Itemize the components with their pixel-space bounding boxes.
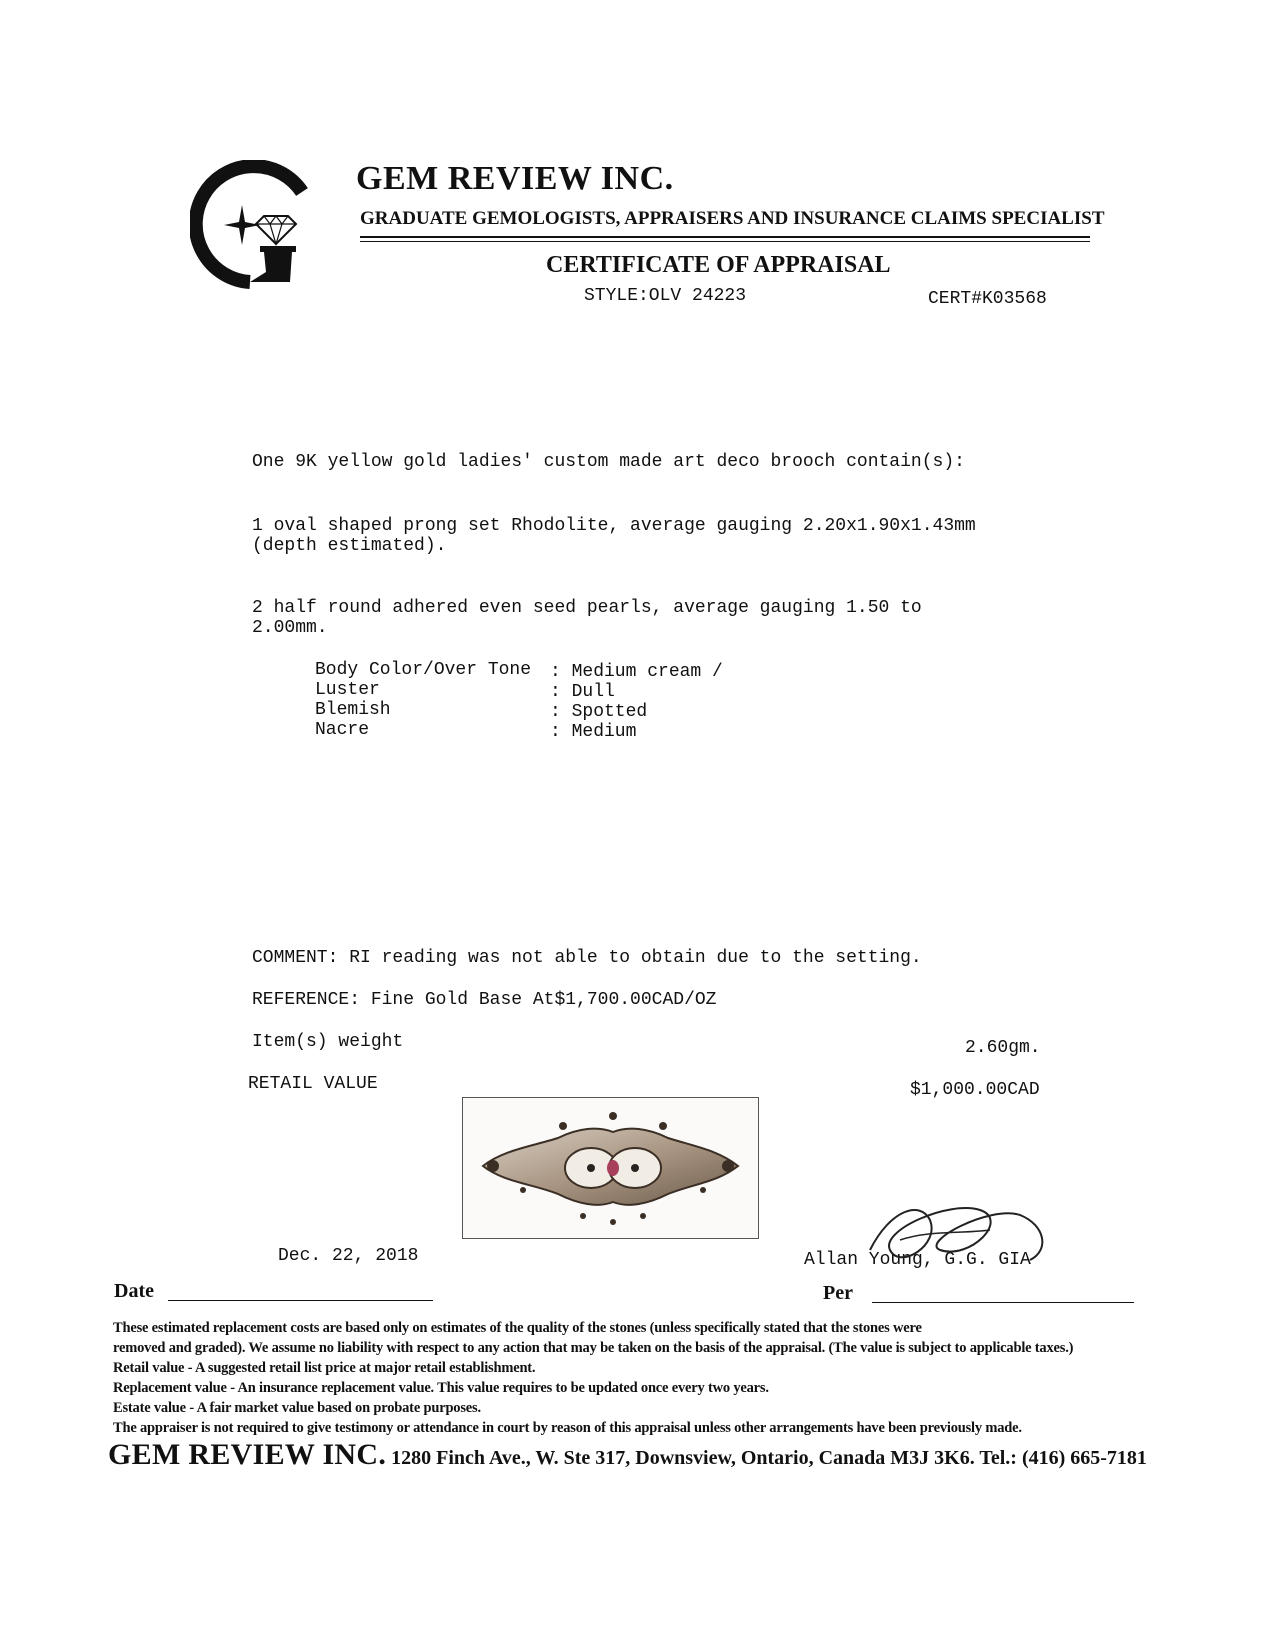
pearl-property-key: Body Color/Over Tone <box>315 660 532 680</box>
comment: COMMENT: RI reading was not able to obtain due to the setting. <box>252 948 922 968</box>
certificate-number: CERT#K03568 <box>928 289 1047 309</box>
pearl-property-value: : Medium cream / <box>550 662 723 682</box>
per-label: Per <box>823 1282 853 1304</box>
stone-description: 1 oval shaped prong set Rhodolite, average gauging 2.20x1.90x1.43mm <box>252 516 976 536</box>
retail-value-label: RETAIL VALUE <box>248 1074 378 1094</box>
item-description: One 9K yellow gold ladies' custom made art deco brooch contain(s): <box>252 452 965 472</box>
reference: REFERENCE: Fine Gold Base At$1,700.00CAD/OZ <box>252 990 717 1010</box>
weight-value: 2.60gm. <box>965 1038 1041 1058</box>
footer <box>108 1438 1147 1472</box>
pearl-property-value: : Spotted <box>550 702 648 722</box>
pearl-property-value: : Medium <box>550 722 637 742</box>
footer-company-name: GEM REVIEW INC. <box>108 1438 387 1471</box>
header-rule <box>360 241 1090 242</box>
date-label: Date <box>114 1280 154 1302</box>
pearl-description: 2 half round adhered even seed pearls, average gauging 1.50 to <box>252 598 922 618</box>
disclaimer-line: Retail value - A suggested retail list price at major retail establishment. <box>113 1360 536 1376</box>
per-signature-line <box>872 1302 1134 1303</box>
brooch-photo <box>462 1097 759 1239</box>
company-name: GEM REVIEW INC. <box>356 160 674 197</box>
disclaimer-line: These estimated replacement costs are based only on estimates of the quality of the stones (unless specifically stated that the stones were <box>113 1320 922 1336</box>
pearl-description: 2.00mm. <box>252 618 328 638</box>
pearl-property-value: : Dull <box>550 682 615 702</box>
disclaimer-line: removed and graded). We assume no liability with respect to any action that may be taken on the basis of the appraisal. (The value is subject to applicable taxes.) <box>113 1340 1074 1356</box>
disclaimer-line: Replacement value - An insurance replacement value. This value requires to be updated once every two years. <box>113 1380 769 1396</box>
appraiser-name: Allan Young, G.G. GIA <box>804 1250 1031 1270</box>
footer-address: 1280 Finch Ave., W. Ste 317, Downsview, Ontario, Canada M3J 3K6. Tel.: (416) 665-7181 <box>386 1447 1147 1469</box>
certificate-title: CERTIFICATE OF APPRAISAL <box>546 252 891 278</box>
pearl-property-key: Luster <box>315 680 380 700</box>
weight-label: Item(s) weight <box>252 1032 404 1052</box>
stone-description: (depth estimated). <box>252 536 447 556</box>
appraisal-date: Dec. 22, 2018 <box>278 1246 419 1266</box>
header-rule <box>360 236 1090 238</box>
pearl-property-key: Blemish <box>315 700 391 720</box>
signature <box>860 1190 1060 1280</box>
style-number: STYLE:OLV 24223 <box>584 286 747 306</box>
date-signature-line <box>168 1300 433 1301</box>
disclaimer-line: Estate value - A fair market value based on probate purposes. <box>113 1400 481 1416</box>
retail-value-amount: $1,000.00CAD <box>910 1080 1040 1100</box>
company-tagline: GRADUATE GEMOLOGISTS, APPRAISERS AND INSURANCE CLAIMS SPECIALIST <box>360 208 1105 229</box>
company-logo <box>190 160 310 290</box>
pearl-property-key: Nacre <box>315 720 370 740</box>
disclaimer-line: The appraiser is not required to give testimony or attendance in court by reason of this appraisal unless other arrangements have been previously made. <box>113 1420 1022 1436</box>
